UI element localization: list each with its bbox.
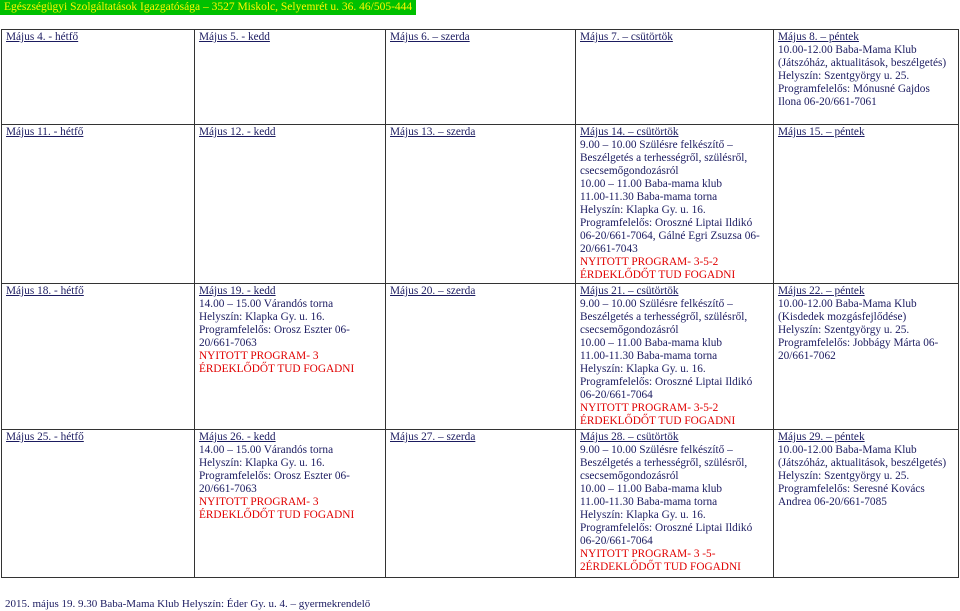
day-label: Május 27. – szerda — [390, 431, 476, 443]
week-row — [2, 125, 959, 284]
open-program-note: NYITOTT PROGRAM- 3 — [199, 350, 319, 362]
open-program-note: ÉRDEKLŐDŐT TUD FOGADNI — [580, 269, 736, 281]
event-line: Helyszín: Klapka Gy. u. 16. — [580, 363, 706, 375]
open-program-note: NYITOTT PROGRAM- 3 — [199, 496, 319, 508]
day-cell — [2, 430, 195, 578]
day-cell — [386, 30, 576, 125]
event-line: Programfelelős: Orosz Eszter 06-20/661-7063 — [199, 470, 350, 495]
event-line: 11.00-11.30 Baba-mama torna — [580, 191, 718, 203]
event-line: (Játszóház, aktualitások, beszélgetés) — [778, 457, 947, 469]
week-row — [2, 30, 959, 125]
day-label: Május 28. – csütörtök — [580, 431, 679, 443]
event-line: 10.00 – 11.00 Baba-mama klub — [580, 178, 723, 190]
day-cell — [576, 125, 774, 284]
open-program-note: NYITOTT PROGRAM- 3-5-2 — [580, 402, 719, 414]
event-line: Programfelelős: Orosz Eszter 06-20/661-7063 — [199, 324, 350, 349]
day-cell — [576, 30, 774, 125]
day-label: Május 25. - hétfő — [6, 431, 84, 443]
open-program-note: NYITOTT PROGRAM- 3 -5- — [580, 548, 716, 560]
week-row — [2, 284, 959, 430]
event-line: 14.00 – 15.00 Várandós torna — [199, 444, 334, 456]
day-cell — [195, 30, 386, 125]
day-cell — [576, 284, 774, 430]
day-cell — [774, 430, 959, 578]
day-cell — [2, 30, 195, 125]
event-line: (Kisdedek mozgásfejlődése) — [778, 311, 907, 323]
event-line: Programfelelős: Mónusné Gajdos Ilona 06-20/661-7061 — [778, 83, 930, 108]
week-row — [2, 430, 959, 578]
day-label: Május 19. - kedd — [199, 285, 276, 297]
event-line: 14.00 – 15.00 Várandós torna — [199, 298, 334, 310]
footer-note — [5, 598, 370, 611]
day-label: Május 4. - hétfő — [6, 31, 79, 43]
event-line: 10.00-12.00 Baba-Mama Klub — [778, 44, 917, 56]
document-header: Egészségügyi Szolgáltatások Igazgatósága – 3527 Miskolc, Selyemrét u. 36. 46/505-444 — [0, 0, 416, 15]
open-program-note: 2ÉRDEKLŐDŐT TUD FOGADNI — [580, 561, 741, 573]
event-line: Beszélgetés a terhességről, szülésről, csecsemőgondozásról — [580, 152, 748, 177]
event-line: Programfelelős: Oroszné Liptai Ildikó 06-20/661-7064 — [580, 376, 753, 401]
day-cell — [2, 125, 195, 284]
event-line: 9.00 – 10.00 Szülésre felkészítő – — [580, 139, 733, 151]
event-line: 11.00-11.30 Baba-mama torna — [580, 350, 718, 362]
event-line: Beszélgetés a terhességről, szülésről, csecsemőgondozásról — [580, 457, 748, 482]
day-cell — [195, 284, 386, 430]
footer-text: 2015. május 19. 9.30 Baba-Mama Klub Helyszín: Éder Gy. u. 4. – gyermekrendelő — [5, 598, 371, 610]
day-cell — [195, 430, 386, 578]
day-label: Május 11. - hétfő — [6, 126, 84, 138]
event-line: Programfelelős: Oroszné Liptai Ildikó 06-20/661-7064 — [580, 522, 753, 547]
event-line: Helyszín: Szentgyörgy u. 25. — [778, 470, 910, 482]
day-cell — [386, 125, 576, 284]
event-line: 10.00 – 11.00 Baba-mama klub — [580, 483, 723, 495]
event-line: Programfelelős: Jobbágy Márta 06-20/661-7062 — [778, 337, 939, 362]
open-program-note: NYITOTT PROGRAM- 3-5-2 — [580, 256, 719, 268]
event-line: 11.00-11.30 Baba-mama torna — [580, 496, 718, 508]
event-line: Helyszín: Klapka Gy. u. 16. — [199, 457, 325, 469]
day-label: Május 14. – csütörtök — [580, 126, 679, 138]
event-line: 9.00 – 10.00 Szülésre felkészítő – — [580, 298, 733, 310]
day-cell — [774, 30, 959, 125]
open-program-note: ÉRDEKLŐDŐT TUD FOGADNI — [199, 363, 355, 375]
day-cell — [386, 284, 576, 430]
day-cell — [774, 284, 959, 430]
event-line: 9.00 – 10.00 Szülésre felkészítő – — [580, 444, 733, 456]
event-line: 10.00-12.00 Baba-Mama Klub — [778, 298, 917, 310]
day-label: Május 12. - kedd — [199, 126, 276, 138]
event-line: (Játszóház, aktualitások, beszélgetés) — [778, 57, 947, 69]
day-label: Május 6. – szerda — [390, 31, 470, 43]
open-program-note: ÉRDEKLŐDŐT TUD FOGADNI — [580, 415, 736, 427]
event-line: Programfelelős: Seresné Kovács Andrea 06-20/661-7085 — [778, 483, 925, 508]
day-cell — [386, 430, 576, 578]
event-line: Helyszín: Szentgyörgy u. 25. — [778, 70, 910, 82]
day-label: Május 29. – péntek — [778, 431, 865, 443]
day-label: Május 15. – péntek — [778, 126, 865, 138]
event-line: Beszélgetés a terhességről, szülésről, csecsemőgondozásról — [580, 311, 748, 336]
day-label: Május 7. – csütörtök — [580, 31, 673, 43]
event-line: Programfelelős: Oroszné Liptai Ildikó 06-20/661-7064, Gálné Egri Zsuzsa 06-20/661-7043 — [580, 217, 760, 255]
event-line: Helyszín: Klapka Gy. u. 16. — [580, 204, 706, 216]
day-label: Május 21. – csütörtök — [580, 285, 679, 297]
day-label: Május 13. – szerda — [390, 126, 476, 138]
open-program-note: ÉRDEKLŐDŐT TUD FOGADNI — [199, 509, 355, 521]
day-cell — [774, 125, 959, 284]
event-line: 10.00-12.00 Baba-Mama Klub — [778, 444, 917, 456]
day-label: Május 8. – péntek — [778, 31, 859, 43]
day-label: Május 20. – szerda — [390, 285, 476, 297]
day-cell — [195, 125, 386, 284]
day-cell — [576, 430, 774, 578]
event-line: Helyszín: Szentgyörgy u. 25. — [778, 324, 910, 336]
event-line: Helyszín: Klapka Gy. u. 16. — [580, 509, 706, 521]
day-label: Május 18. - hétfő — [6, 285, 84, 297]
day-label: Május 5. - kedd — [199, 31, 270, 43]
schedule-table — [1, 29, 959, 578]
event-line: Helyszín: Klapka Gy. u. 16. — [199, 311, 325, 323]
event-line: 10.00 – 11.00 Baba-mama klub — [580, 337, 723, 349]
day-label: Május 22. – péntek — [778, 285, 865, 297]
day-cell — [2, 284, 195, 430]
day-label: Május 26. - kedd — [199, 431, 276, 443]
